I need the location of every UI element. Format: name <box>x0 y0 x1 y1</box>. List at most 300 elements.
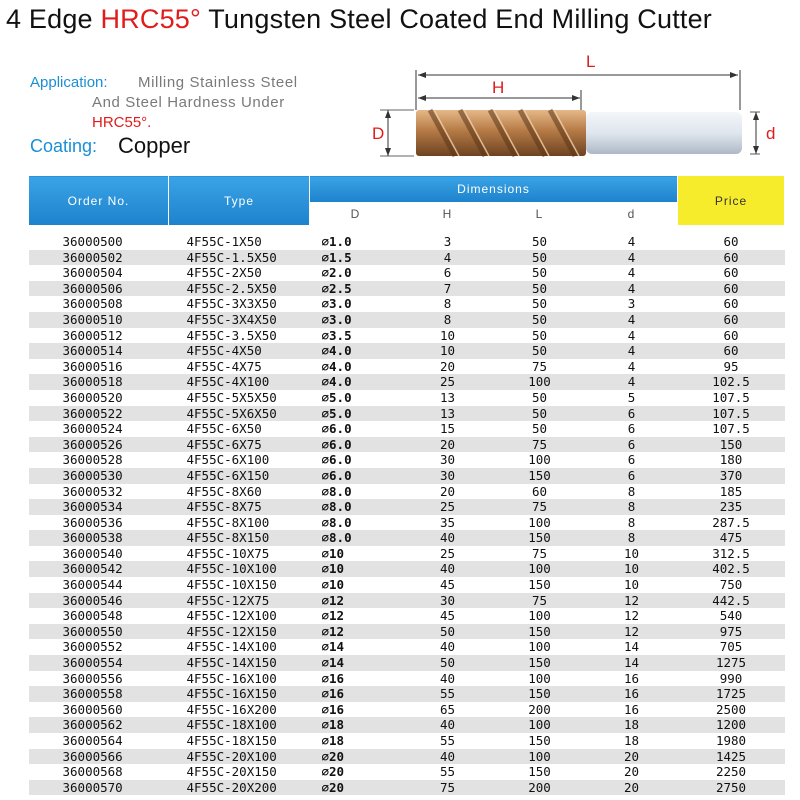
order-no-cell: 36000532 <box>62 483 123 499</box>
page-title <box>6 4 712 35</box>
length-cell: 50 <box>531 265 548 281</box>
table-row <box>29 655 785 671</box>
length-label: L <box>586 52 596 71</box>
price-cell: 60 <box>723 296 739 312</box>
coating-label: Coating: <box>30 136 98 156</box>
price-cell: 1275 <box>678 655 785 671</box>
length-cell: 50 <box>531 234 548 249</box>
length-cell: 50 <box>531 296 548 312</box>
end-mill-drawing <box>360 50 800 170</box>
order-no-cell: 36000560 <box>62 701 123 717</box>
order-no-cell: 36000534 <box>29 499 169 515</box>
price-cell: 402.5 <box>678 561 785 577</box>
shank-cell: 8 <box>586 530 678 546</box>
diameter-cell: ⌀16 <box>321 701 345 717</box>
shank-cell: 4 <box>586 343 678 359</box>
price-cell: 705 <box>719 639 743 655</box>
shank-cell: 10 <box>623 577 640 593</box>
type-cell: 4F55C-10X100 <box>169 561 310 577</box>
order-no-cell: 36000558 <box>29 686 169 702</box>
type-cell: 4F55C-14X150 <box>169 655 310 671</box>
diameter-cell: ⌀1.5 <box>310 250 402 266</box>
shank-cell: 4 <box>627 265 636 281</box>
table-row <box>29 359 785 375</box>
order-no-cell: 36000528 <box>62 452 123 468</box>
type-cell: 4F55C-5X6X50 <box>169 406 310 422</box>
type-cell: 4F55C-3X3X50 <box>186 296 277 312</box>
diameter-cell: ⌀6.0 <box>310 437 402 453</box>
end-mill-diagram <box>360 50 800 170</box>
type-cell: 4F55C-18X100 <box>169 717 310 733</box>
flute-length-cell: 15 <box>439 421 456 437</box>
type-cell: 4F55C-8X150 <box>169 530 310 546</box>
shank-cell: 10 <box>623 545 640 561</box>
table-row <box>29 484 785 500</box>
flute-length-cell: 20 <box>439 358 456 374</box>
length-cell: 50 <box>494 406 586 422</box>
type-cell: 4F55C-3.5X50 <box>186 327 277 343</box>
diameter-cell: ⌀5.0 <box>310 406 402 422</box>
table-row <box>29 390 785 406</box>
order-no-cell: 36000564 <box>62 733 123 748</box>
length-cell: 100 <box>528 452 551 468</box>
flute-length-cell: 30 <box>439 452 456 468</box>
flute-length-cell: 40 <box>402 749 494 765</box>
order-no-cell: 36000504 <box>62 265 123 281</box>
type-cell: 4F55C-10X75 <box>186 545 270 561</box>
type-cell: 4F55C-10X150 <box>186 577 277 593</box>
table-row <box>29 530 785 546</box>
length-cell: 50 <box>531 389 548 405</box>
price-cell: 475 <box>678 530 785 546</box>
diameter-cell: ⌀1.0 <box>321 234 352 249</box>
table-row <box>29 546 785 562</box>
shank-cell: 8 <box>586 499 678 515</box>
col-header-L: L <box>494 203 586 226</box>
title-hardness: HRC55° <box>100 4 202 34</box>
price-cell: 540 <box>719 608 743 624</box>
order-no-cell: 36000538 <box>29 530 169 546</box>
length-cell: 100 <box>494 374 586 390</box>
price-cell: 235 <box>678 499 785 515</box>
flute-length-cell: 8 <box>443 296 452 312</box>
type-cell: 4F55C-12X75 <box>169 593 310 609</box>
flute-length-cell: 35 <box>439 514 456 530</box>
price-cell: 107.5 <box>712 389 750 405</box>
price-cell: 150 <box>678 437 785 453</box>
diameter-cell: ⌀16 <box>321 670 345 686</box>
col-header-d: d <box>586 203 678 226</box>
table-row <box>29 250 785 266</box>
diameter-cell: ⌀4.0 <box>310 343 402 359</box>
order-no-cell: 36000570 <box>29 780 169 796</box>
shank-cell: 8 <box>627 483 636 499</box>
order-no-cell: 36000566 <box>29 749 169 765</box>
table-row <box>29 749 785 765</box>
length-cell: 150 <box>494 530 586 546</box>
price-cell: 107.5 <box>712 421 750 437</box>
type-cell: 4F55C-6X50 <box>186 421 262 437</box>
type-cell: 4F55C-20X100 <box>169 749 310 765</box>
table-row <box>29 437 785 453</box>
shank-cell: 16 <box>623 701 640 717</box>
price-cell: 975 <box>678 624 785 640</box>
length-cell: 50 <box>494 343 586 359</box>
diameter-cell: ⌀14 <box>321 639 345 655</box>
type-cell: 4F55C-8X60 <box>186 483 262 499</box>
col-header-order-no: Order No. <box>29 176 169 226</box>
length-cell: 150 <box>528 733 551 748</box>
price-cell: 312.5 <box>712 545 750 561</box>
flute-length-cell: 30 <box>402 468 494 484</box>
price-cell: 1980 <box>715 733 747 748</box>
flute-length-cell: 6 <box>443 265 452 281</box>
price-cell: 60 <box>678 343 785 359</box>
shank-cell: 6 <box>627 421 636 437</box>
shank-cell: 12 <box>586 624 678 640</box>
price-cell: 95 <box>723 358 739 374</box>
table-row <box>29 593 785 609</box>
order-no-cell: 36000568 <box>62 764 123 780</box>
order-no-cell: 36000500 <box>62 234 123 249</box>
flute-length-cell: 13 <box>402 406 494 422</box>
diameter-cell: ⌀6.0 <box>321 452 352 468</box>
col-header-price: Price <box>678 176 785 226</box>
shank-cell: 18 <box>586 717 678 733</box>
table-row <box>29 702 785 718</box>
length-cell: 200 <box>494 780 586 796</box>
diameter-cell: ⌀12 <box>310 624 402 640</box>
shank-cell: 3 <box>627 296 636 312</box>
shank-cell: 4 <box>627 234 636 249</box>
type-cell: 4F55C-16X150 <box>169 686 310 702</box>
type-cell: 4F55C-20X200 <box>169 780 310 796</box>
table-row <box>29 608 785 624</box>
shank-cell: 4 <box>586 250 678 266</box>
flute-length-cell: 45 <box>439 577 456 593</box>
length-cell: 75 <box>494 593 586 609</box>
shank-cell: 6 <box>586 437 678 453</box>
length-cell: 50 <box>531 327 548 343</box>
price-cell: 2500 <box>715 701 747 717</box>
table-row <box>29 265 785 281</box>
col-header-H: H <box>402 203 494 226</box>
table-row <box>29 639 785 655</box>
length-cell: 100 <box>494 717 586 733</box>
flute-length-cell: 3 <box>443 234 452 249</box>
application-line-3: HRC55°. <box>92 114 152 131</box>
price-cell: 185 <box>719 483 743 499</box>
flute-length-cell: 50 <box>402 655 494 671</box>
shank-cell: 6 <box>586 468 678 484</box>
table-row <box>29 312 785 328</box>
diameter-cell: ⌀8.0 <box>321 483 352 499</box>
length-cell: 150 <box>528 764 551 780</box>
application-line-2: And Steel Hardness Under <box>92 94 285 111</box>
flute-length-cell: 25 <box>402 374 494 390</box>
table-row <box>29 374 785 390</box>
table-row <box>29 577 785 593</box>
order-no-cell: 36000544 <box>62 577 123 593</box>
diameter-cell: ⌀6.0 <box>310 468 402 484</box>
price-cell: 442.5 <box>678 593 785 609</box>
price-cell: 2250 <box>715 764 747 780</box>
order-no-cell: 36000524 <box>62 421 123 437</box>
length-cell: 100 <box>528 514 551 530</box>
length-cell: 150 <box>494 686 586 702</box>
shank-cell: 4 <box>627 327 636 343</box>
length-cell: 100 <box>494 561 586 577</box>
order-no-cell: 36000506 <box>29 281 169 297</box>
diameter-cell: ⌀2.5 <box>310 281 402 297</box>
application-label: Application: <box>30 74 108 91</box>
price-cell: 2750 <box>678 780 785 796</box>
table-row <box>29 421 785 437</box>
order-no-cell: 36000518 <box>29 374 169 390</box>
flute-length-cell: 25 <box>402 499 494 515</box>
table-row <box>29 515 785 531</box>
diameter-cell: ⌀12 <box>310 593 402 609</box>
type-cell: 4F55C-3X4X50 <box>169 312 310 328</box>
flute-length-cell: 55 <box>402 686 494 702</box>
shank-cell: 16 <box>623 670 640 686</box>
flute-length-cell: 65 <box>439 701 456 717</box>
type-cell: 4F55C-18X150 <box>186 733 277 748</box>
diameter-cell: ⌀12 <box>321 608 345 624</box>
table-row <box>29 452 785 468</box>
order-no-cell: 36000510 <box>29 312 169 328</box>
table-row <box>29 733 785 749</box>
flute-length-cell: 40 <box>439 639 456 655</box>
length-cell: 75 <box>531 545 548 561</box>
table-row <box>29 780 785 796</box>
price-cell: 990 <box>719 670 743 686</box>
length-cell: 75 <box>494 437 586 453</box>
flute-length-cell: 4 <box>402 250 494 266</box>
diameter-cell: ⌀10 <box>321 545 345 561</box>
table-row <box>29 764 785 780</box>
flute-length-cell: 40 <box>402 561 494 577</box>
table-row <box>29 624 785 640</box>
price-cell: 1725 <box>678 686 785 702</box>
col-header-type: Type <box>169 176 310 226</box>
length-cell: 100 <box>494 749 586 765</box>
shank-cell: 6 <box>627 452 636 468</box>
diameter-cell: ⌀8.0 <box>310 499 402 515</box>
diameter-cell: ⌀8.0 <box>310 530 402 546</box>
order-no-cell: 36000508 <box>62 296 123 312</box>
type-cell: 4F55C-2X50 <box>186 265 262 281</box>
length-cell: 150 <box>494 468 586 484</box>
shank-cell: 12 <box>623 608 640 624</box>
table-row <box>29 406 785 422</box>
flute-length-cell: 45 <box>439 608 456 624</box>
price-cell: 1200 <box>678 717 785 733</box>
diameter-cell: ⌀3.0 <box>310 312 402 328</box>
diameter-cell: ⌀20 <box>310 780 402 796</box>
shank-cell: 4 <box>627 358 636 374</box>
table-row <box>29 281 785 297</box>
type-cell: 4F55C-1.5X50 <box>169 250 310 266</box>
shank-cell: 10 <box>586 561 678 577</box>
title-suffix: Tungsten Steel Coated End Milling Cutter <box>201 4 712 34</box>
shank-cell: 6 <box>586 406 678 422</box>
order-no-cell: 36000522 <box>29 406 169 422</box>
price-cell: 287.5 <box>712 514 750 530</box>
length-cell: 100 <box>528 639 551 655</box>
shank-cell: 20 <box>586 780 678 796</box>
cutting-diameter-label: D <box>372 124 385 143</box>
order-no-cell: 36000520 <box>62 389 123 405</box>
flute-length-cell: 40 <box>402 717 494 733</box>
type-cell: 4F55C-6X150 <box>169 468 310 484</box>
table-row <box>29 561 785 577</box>
flute-length-cell: 40 <box>402 530 494 546</box>
type-cell: 4F55C-8X100 <box>186 514 270 530</box>
table-row <box>29 499 785 515</box>
flute-length-cell: 55 <box>439 733 456 748</box>
type-cell: 4F55C-5X5X50 <box>186 389 277 405</box>
price-cell: 1425 <box>678 749 785 765</box>
diameter-cell: ⌀5.0 <box>321 389 352 405</box>
diameter-cell: ⌀20 <box>321 764 345 780</box>
length-cell: 150 <box>494 655 586 671</box>
price-cell: 60 <box>723 265 739 281</box>
diameter-cell: ⌀3.5 <box>321 327 352 343</box>
length-cell: 50 <box>494 250 586 266</box>
shank-diameter-label: d <box>766 124 776 143</box>
shank-cell: 4 <box>586 374 678 390</box>
shank-cell: 20 <box>586 749 678 765</box>
flute-length-cell: 8 <box>402 312 494 328</box>
price-cell: 370 <box>678 468 785 484</box>
type-cell: 4F55C-2.5X50 <box>169 281 310 297</box>
coating-value: Copper <box>118 133 191 158</box>
type-cell: 4F55C-4X50 <box>169 343 310 359</box>
diameter-cell: ⌀14 <box>310 655 402 671</box>
type-cell: 4F55C-4X75 <box>186 358 262 374</box>
length-cell: 75 <box>494 499 586 515</box>
table-row <box>29 686 785 702</box>
shank-cell: 4 <box>586 281 678 297</box>
col-header-dimensions: Dimensions <box>310 176 678 203</box>
type-cell: 4F55C-8X75 <box>169 499 310 515</box>
diameter-cell: ⌀8.0 <box>321 514 352 530</box>
shank-cell: 18 <box>623 733 640 748</box>
length-cell: 100 <box>528 608 551 624</box>
type-cell: 4F55C-20X150 <box>186 764 277 780</box>
price-cell: 180 <box>719 452 743 468</box>
order-no-cell: 36000526 <box>29 437 169 453</box>
price-cell: 60 <box>723 327 739 343</box>
type-cell: 4F55C-1X50 <box>186 234 262 249</box>
length-cell: 50 <box>494 281 586 297</box>
diameter-cell: ⌀3.0 <box>321 296 352 312</box>
order-no-cell: 36000550 <box>29 624 169 640</box>
length-cell: 60 <box>531 483 548 499</box>
shank-cell: 4 <box>586 312 678 328</box>
price-cell: 102.5 <box>678 374 785 390</box>
shank-cell: 20 <box>623 764 640 780</box>
diameter-cell: ⌀2.0 <box>321 265 352 281</box>
price-cell: 60 <box>678 250 785 266</box>
order-no-cell: 36000512 <box>62 327 123 343</box>
type-cell: 4F55C-12X100 <box>186 608 277 624</box>
order-no-cell: 36000540 <box>62 545 123 561</box>
order-no-cell: 36000536 <box>62 514 123 530</box>
table-row <box>29 717 785 733</box>
type-cell: 4F55C-14X100 <box>186 639 277 655</box>
diameter-cell: ⌀10 <box>321 577 345 593</box>
diameter-cell: ⌀10 <box>310 561 402 577</box>
flute-length-cell: 10 <box>439 327 456 343</box>
price-cell: 60 <box>678 312 785 328</box>
type-cell: 4F55C-16X200 <box>186 701 277 717</box>
product-spec-table <box>28 175 785 795</box>
table-row <box>29 671 785 687</box>
flute-length-cell: 10 <box>402 343 494 359</box>
flute-length-cell: 25 <box>439 545 456 561</box>
table-row <box>29 468 785 484</box>
table-row <box>29 343 785 359</box>
flute-length-label: H <box>492 78 505 97</box>
type-cell: 4F55C-16X100 <box>186 670 277 686</box>
price-cell: 60 <box>723 234 739 249</box>
shank-cell: 8 <box>627 514 636 530</box>
shank-cell: 5 <box>627 389 636 405</box>
length-cell: 200 <box>528 701 551 717</box>
length-cell: 150 <box>528 577 551 593</box>
length-cell: 50 <box>531 421 548 437</box>
price-cell: 60 <box>678 281 785 297</box>
order-no-cell: 36000542 <box>29 561 169 577</box>
length-cell: 50 <box>494 312 586 328</box>
diameter-cell: ⌀4.0 <box>321 358 352 374</box>
shank-cell: 16 <box>586 686 678 702</box>
diameter-cell: ⌀20 <box>310 749 402 765</box>
flute-length-cell: 20 <box>402 437 494 453</box>
shank-cell: 14 <box>623 639 640 655</box>
flute-length-cell: 75 <box>402 780 494 796</box>
table-row <box>29 234 785 250</box>
diameter-cell: ⌀16 <box>310 686 402 702</box>
col-header-D: D <box>310 203 402 226</box>
length-cell: 100 <box>528 670 551 686</box>
flute-length-cell: 13 <box>439 389 456 405</box>
length-cell: 75 <box>531 358 548 374</box>
order-no-cell: 36000546 <box>29 593 169 609</box>
order-no-cell: 36000562 <box>29 717 169 733</box>
order-no-cell: 36000502 <box>29 250 169 266</box>
order-no-cell: 36000548 <box>62 608 123 624</box>
order-no-cell: 36000514 <box>29 343 169 359</box>
shank-cell: 14 <box>586 655 678 671</box>
type-cell: 4F55C-12X150 <box>169 624 310 640</box>
flute-length-cell: 20 <box>439 483 456 499</box>
flute-length-cell: 30 <box>402 593 494 609</box>
type-cell: 4F55C-6X100 <box>186 452 270 468</box>
diameter-cell: ⌀4.0 <box>310 374 402 390</box>
price-cell: 107.5 <box>678 406 785 422</box>
flute-length-cell: 40 <box>439 670 456 686</box>
order-no-cell: 36000554 <box>29 655 169 671</box>
flute-length-cell: 50 <box>402 624 494 640</box>
table-row <box>29 328 785 344</box>
order-no-cell: 36000556 <box>62 670 123 686</box>
title-prefix: 4 Edge <box>6 4 101 34</box>
order-no-cell: 36000516 <box>62 358 123 374</box>
table-row <box>29 296 785 312</box>
